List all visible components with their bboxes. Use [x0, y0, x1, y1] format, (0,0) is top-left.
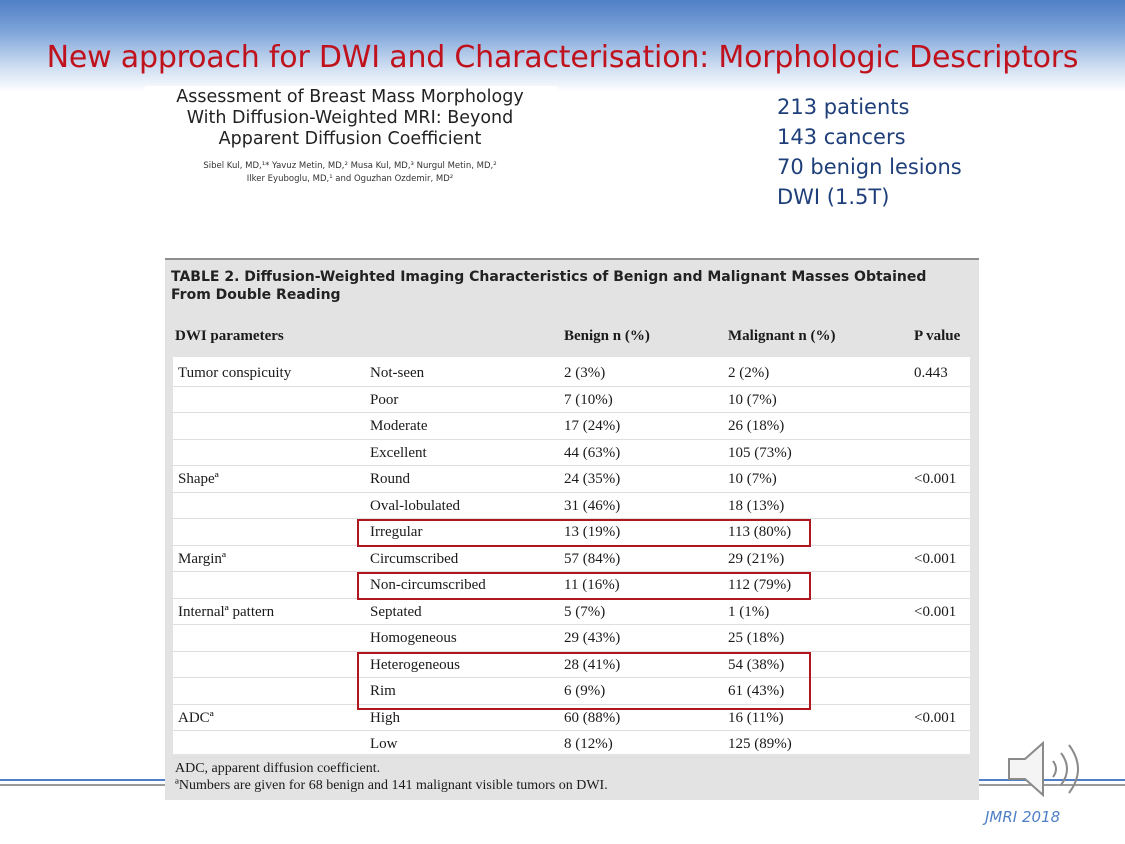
table-header	[165, 317, 979, 357]
row-benign: 24 (35%)	[564, 471, 621, 487]
highlight-heterogeneous-rim	[357, 652, 811, 710]
row-benign: 7 (10%)	[564, 391, 613, 408]
row-category: Excellent	[370, 444, 427, 461]
table-row	[173, 413, 970, 440]
row-category: Poor	[370, 391, 399, 408]
row-category: Homogeneous	[370, 630, 457, 646]
footnote-adc: ADC, apparent diffusion coefficient.	[175, 761, 381, 776]
row-malignant: 1 (1%)	[728, 603, 770, 620]
row-pvalue: <0.001	[914, 471, 957, 487]
table-footnotes	[175, 760, 965, 794]
row-category: Low	[370, 736, 398, 752]
row-benign: 57 (84%)	[564, 550, 621, 567]
dwi-table	[165, 258, 979, 800]
table-caption: TABLE 2. Diffusion-Weighted Imaging Characteristics of Benign and Malignant Masses Obtained From Double Reading	[171, 269, 927, 303]
row-benign: 60 (88%)	[564, 709, 621, 726]
row-category: Heterogeneous	[370, 656, 460, 673]
row-benign: 17 (24%)	[564, 418, 621, 434]
row-malignant: 16 (11%)	[728, 709, 784, 726]
row-category: Non-circumscribed	[370, 577, 486, 593]
table-row	[173, 466, 970, 493]
study-stats	[777, 92, 962, 212]
stat-benign: 70 benign lesions	[777, 155, 962, 179]
paper-title: Assessment of Breast Mass Morphology With Diffusion-Weighted MRI: Beyond Apparent Diffusion Coefficient	[176, 87, 524, 149]
row-pvalue: 0.443	[914, 365, 948, 381]
row-benign: 13 (19%)	[564, 524, 621, 540]
row-category: Oval-lobulated	[370, 497, 460, 514]
row-category: Irregular	[370, 524, 423, 540]
row-malignant: 112 (79%)	[728, 577, 792, 593]
source-citation: JMRI 2018	[985, 808, 1061, 826]
row-benign: 31 (46%)	[564, 497, 621, 514]
header-malignant: Malignant n (%)	[728, 328, 836, 344]
row-malignant: 54 (38%)	[728, 656, 785, 673]
row-malignant: 29 (21%)	[728, 550, 785, 567]
table-row	[173, 387, 970, 414]
highlight-non-circumscribed	[357, 572, 811, 600]
row-malignant: 125 (89%)	[728, 736, 792, 752]
paper-authors: Sibel Kul, MD,¹* Yavuz Metin, MD,² Musa Kul, MD,³ Nurgul Metin, MD,² Ilker Eyuboglu, MD,¹ and Oguzhan Ozdemir, MD²	[203, 161, 497, 184]
row-param: Shapeª	[178, 471, 219, 487]
row-malignant: 113 (80%)	[728, 524, 792, 540]
row-malignant: 61 (43%)	[728, 683, 785, 699]
row-category: Not-seen	[370, 365, 425, 381]
row-pvalue: <0.001	[914, 603, 957, 620]
row-pvalue: <0.001	[914, 709, 957, 726]
row-malignant: 2 (2%)	[728, 365, 770, 381]
row-benign: 6 (9%)	[564, 683, 606, 699]
header-benign: Benign n (%)	[564, 328, 650, 344]
table-row	[173, 493, 970, 520]
table-row	[173, 546, 970, 573]
stat-cancers: 143 cancers	[777, 125, 906, 149]
table-row	[173, 625, 970, 652]
row-pvalue: <0.001	[914, 550, 957, 567]
table-row	[173, 599, 970, 626]
row-category: High	[370, 709, 400, 726]
row-category: Septated	[370, 603, 422, 620]
row-malignant: 25 (18%)	[728, 630, 785, 646]
row-malignant: 26 (18%)	[728, 418, 785, 434]
row-malignant: 105 (73%)	[728, 444, 792, 461]
row-benign: 5 (7%)	[564, 603, 606, 620]
header-pvalue: P value	[914, 328, 961, 344]
row-malignant: 18 (13%)	[728, 497, 785, 514]
row-param: Tumor conspicuity	[178, 365, 292, 381]
row-benign: 8 (12%)	[564, 736, 613, 752]
paper-citation	[150, 87, 550, 186]
divider-left-gray	[0, 784, 165, 786]
slide-title: New approach for DWI and Characterisation: Morphologic Descriptors	[46, 40, 1079, 75]
stat-patients: 213 patients	[777, 95, 910, 119]
row-malignant: 10 (7%)	[728, 391, 777, 408]
row-param: ADCª	[178, 709, 214, 726]
table-row	[173, 360, 970, 387]
row-benign: 44 (63%)	[564, 444, 621, 461]
row-benign: 29 (43%)	[564, 630, 621, 646]
table-row	[173, 731, 970, 758]
row-benign: 2 (3%)	[564, 365, 606, 381]
row-benign: 11 (16%)	[564, 577, 620, 593]
highlight-irregular	[357, 519, 811, 547]
row-param: Marginª	[178, 550, 227, 567]
table-body	[173, 357, 970, 754]
row-category: Circumscribed	[370, 550, 459, 567]
row-benign: 28 (41%)	[564, 656, 621, 673]
row-category: Rim	[370, 683, 396, 699]
divider-left-blue	[0, 779, 165, 781]
footnote-numbers: ªNumbers are given for 68 benign and 141 malignant visible tumors on DWI.	[175, 778, 608, 793]
row-param: Internalª pattern	[178, 603, 275, 620]
header-param: DWI parameters	[175, 328, 284, 344]
row-category: Moderate	[370, 418, 428, 434]
table-row	[173, 440, 970, 467]
row-malignant: 10 (7%)	[728, 471, 777, 487]
stat-dwi: DWI (1.5T)	[777, 185, 890, 209]
speaker-icon[interactable]	[1003, 737, 1095, 801]
row-category: Round	[370, 471, 411, 487]
